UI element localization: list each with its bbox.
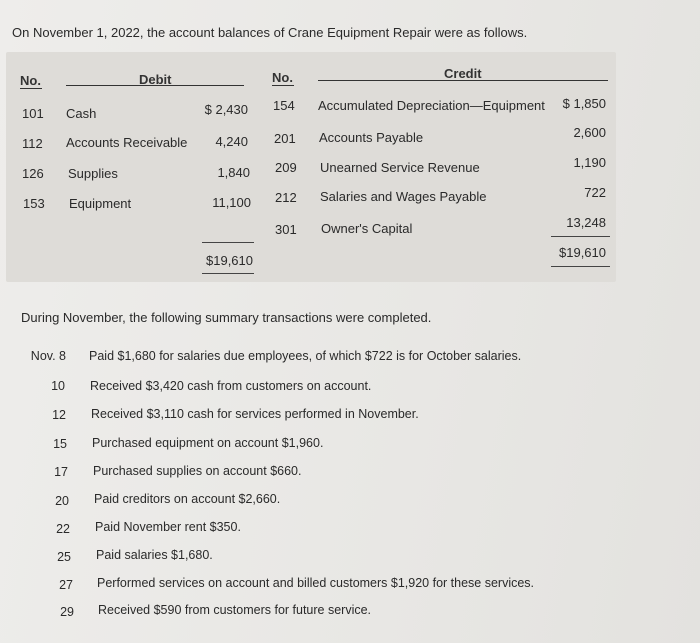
debit-row-no: 101	[22, 106, 44, 121]
credit-row-amount: 722	[584, 185, 606, 200]
debit-row-amount: 11,100	[212, 195, 251, 210]
transaction-date: 27	[59, 578, 73, 592]
transaction-text: Performed services on account and billed customers $1,920 for these services.	[97, 576, 535, 590]
credit-row-name: Accounts Payable	[319, 130, 424, 145]
during-text: During November, the following summary transactions were completed.	[21, 310, 432, 325]
debit-row-no: 126	[22, 166, 44, 181]
debit-row-name: Cash	[66, 106, 97, 121]
transaction-date: Nov. 8	[30, 349, 66, 363]
credit-row-amount: 13,248	[566, 215, 606, 230]
credit-total-rule-bottom	[551, 266, 610, 267]
credit-no-header: No.	[272, 70, 293, 85]
credit-row-no: 154	[273, 98, 295, 113]
credit-row-name: Owner's Capital	[321, 221, 413, 236]
credit-row-amount: $ 1,850	[562, 96, 606, 111]
credit-row-name: Salaries and Wages Payable	[320, 189, 487, 204]
credit-row-name: Unearned Service Revenue	[320, 160, 480, 175]
debit-total-rule-top	[202, 242, 254, 243]
debit-header: Debit	[139, 72, 172, 87]
transaction-text: Paid creditors on account $2,660.	[94, 492, 281, 506]
transaction-date: 10	[51, 379, 65, 393]
credit-total: $19,610	[559, 245, 606, 260]
credit-row-no: 301	[275, 222, 297, 237]
transaction-date: 22	[56, 522, 70, 536]
transaction-date: 29	[60, 605, 74, 619]
transaction-date: 20	[55, 494, 69, 508]
transaction-text: Paid salaries $1,680.	[96, 548, 213, 562]
transaction-text: Received $3,420 cash from customers on account.	[90, 379, 372, 393]
debit-row-name: Supplies	[68, 166, 118, 181]
transaction-date: 25	[57, 550, 71, 564]
debit-row-amount: 4,240	[215, 134, 248, 149]
transaction-text: Received $3,110 cash for services performed in November.	[91, 407, 419, 421]
intro-text: On November 1, 2022, the account balances of Crane Equipment Repair were as follows.	[12, 25, 528, 40]
credit-row-name: Accumulated Depreciation—Equipment	[318, 98, 545, 113]
debit-row-name: Equipment	[69, 196, 132, 211]
credit-row-no: 201	[274, 131, 296, 146]
credit-header: Credit	[444, 66, 482, 81]
debit-row-no: 112	[22, 136, 43, 151]
transaction-date: 12	[52, 408, 66, 422]
transaction-text: Received $590 from customers for future service.	[98, 603, 372, 617]
debit-row-name: Accounts Receivable	[66, 135, 188, 150]
transaction-text: Purchased supplies on account $660.	[93, 464, 302, 478]
transaction-text: Paid November rent $350.	[95, 520, 241, 534]
credit-total-rule-top	[551, 236, 610, 237]
debit-row-amount: $ 2,430	[204, 102, 248, 117]
credit-row-no: 209	[275, 160, 297, 175]
debit-row-amount: 1,840	[217, 165, 250, 180]
transaction-text: Paid $1,680 for salaries due employees, of which $722 is for October salaries.	[89, 349, 522, 363]
transaction-text: Purchased equipment on account $1,960.	[92, 436, 324, 450]
debit-total-rule-bottom	[202, 273, 254, 274]
debit-total: $19,610	[206, 253, 253, 268]
debit-row-no: 153	[23, 196, 45, 211]
transaction-date: 17	[54, 465, 68, 479]
credit-row-amount: 1,190	[573, 155, 606, 170]
debit-no-header: No.	[20, 73, 41, 88]
credit-row-amount: 2,600	[573, 125, 606, 140]
credit-row-no: 212	[275, 190, 297, 205]
transaction-date: 15	[53, 437, 67, 451]
